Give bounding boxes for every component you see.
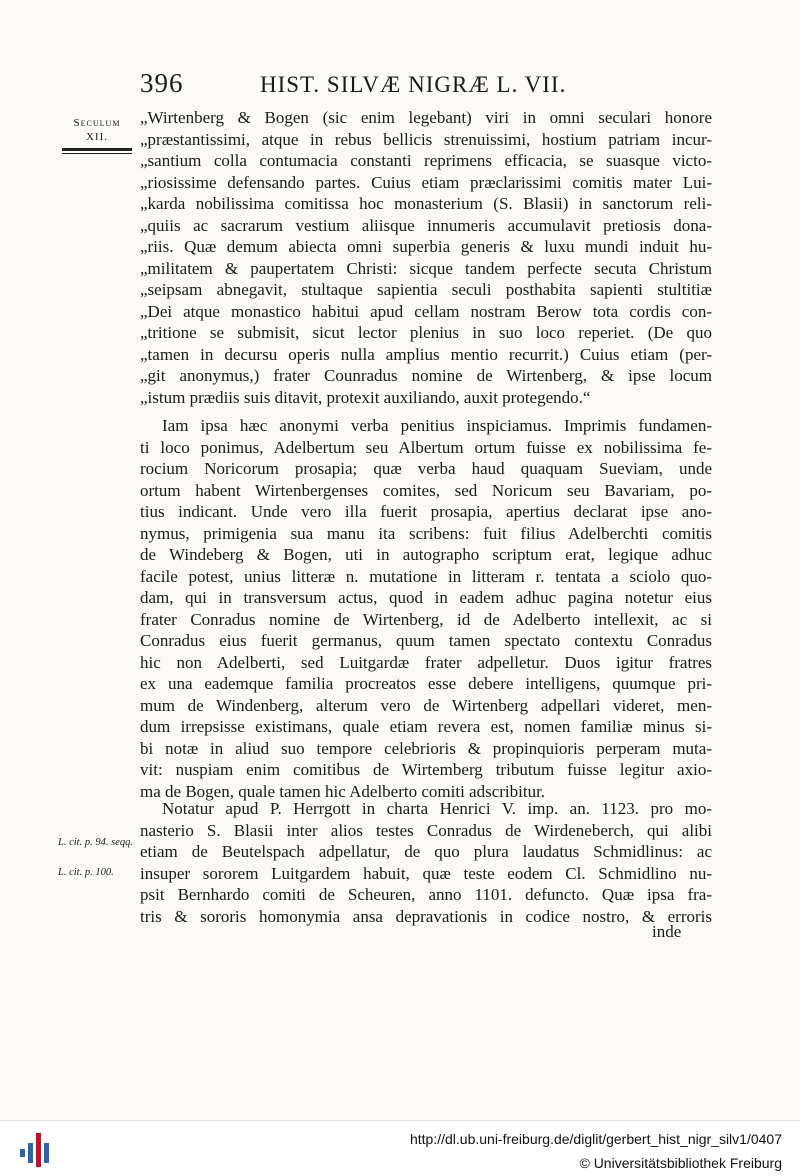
page-number: 396 (140, 68, 184, 98)
text-line: „tamen in decursu operis nulla amplius mentio recurrit.) Cuius etiam (per- (140, 344, 712, 364)
text-line: „seipsam abnegavit, stultaque sapientia seculi posthabita sapienti stultitiæ (140, 280, 712, 299)
text-line: „riis. Quæ demum abiecta omni superbia generis & luxu mundi induit hu- (140, 237, 712, 256)
text-line: ex una eademque familia procreatos esse debere intelligens, quumque pri- (140, 674, 712, 693)
century-number: XII. (85, 131, 109, 143)
margin-rule (62, 148, 132, 151)
text-line: „Wirtenberg & Bogen (sic enim legebant) viri in omni seculari honore (140, 108, 712, 127)
copyright-notice: © Universitätsbibliothek Freiburg (579, 1155, 782, 1171)
text-line: Iam ipsa hæc anonymi verba penitius inspiciamus. Imprimis fundamen- (162, 416, 712, 435)
text-line: „quiis ac sacrarum vestium aliisque innumeris accumulavit pretiosis dona- (140, 215, 712, 235)
text-line: psit Bernhardo comiti de Scheuren, anno 1101. defuncto. Quæ ipsa fra- (140, 885, 712, 904)
text-line: insuper sororem Luitgardem habuit, quæ teste eodem Cl. Schmidlino nu- (140, 863, 712, 883)
text-line: „karda nobilissima comitissa hoc monasterium (S. Blasii) in sanctorum reli- (140, 194, 712, 213)
text-line: mum de Windenberg, alterum vero de Wirtenberg adpellari videret, men- (140, 695, 712, 715)
text-line: Notatur apud P. Herrgott in charta Henrici V. imp. an. 1123. pro mo- (162, 799, 712, 818)
library-logo-icon (18, 1129, 52, 1171)
paragraph-herrgott (140, 798, 712, 927)
text-line: frater Conradus nomine de Wirtenberg, id de Adelberto intellexit, ac si (140, 609, 712, 629)
text-line: „istum prædiis suis ditavit, protexit auxiliando, auxit protegendo.“ (140, 387, 591, 407)
seculum-label: Seculum (73, 117, 121, 129)
source-url-link[interactable]: http://dl.ub.uni-freiburg.de/diglit/gerbert_hist_nigr_silv1/0407 (409, 1131, 782, 1147)
text-line: facile potest, unius litteræ n. mutatione in litteram r. tentata a sciolo quo- (140, 566, 712, 586)
text-line: bi notæ in aliud suo tempore celebrioris & propinquioris perperam muta- (140, 738, 712, 758)
text-line: de Windeberg & Bogen, uti in autographo scriptum erat, legique adhuc (140, 545, 712, 564)
text-line: „tritione se submisit, sicut lector plenius in suo loco reperiet. (De quo (140, 323, 712, 342)
margin-rule-thin (62, 153, 132, 154)
text-line: Conradus eius fuerit germanus, quum tamen spectato contextu Conradus (140, 631, 712, 650)
text-line: nymus, primigenia sua manu ita scribens: fuit filius Adelberchti comitis (140, 523, 712, 543)
margin-note-2: L. cit. p. 100. (58, 867, 114, 878)
text-line: etiam de Beutelspach adpellatur, de quo plura laudatus Schmidlinus: ac (140, 842, 712, 861)
text-line: tris & sororis homonymia ansa depravationis in codice nostro, & erroris (140, 906, 712, 926)
text-line: dam, qui in transversum actus, quod in eadem adhuc pagina notetur eius (140, 588, 712, 607)
text-line: nasterio S. Blasii inter alios testes Conradus de Wirdeneberch, qui alibi (140, 820, 712, 840)
text-line: tius indicant. Unde vero illa fuerit prosapia, apertius declarat ipse ano- (140, 502, 712, 521)
viewer-footer (0, 1120, 800, 1176)
text-line: ma de Bogen, quale tamen hic Adelberto comiti adscribitur. (140, 781, 546, 801)
catchword: inde (652, 922, 682, 941)
text-line: „Dei atque monastico habitui apud cellam nostram Berow tota cordis con- (140, 301, 712, 321)
paragraph-analysis (140, 415, 712, 802)
text-line: „riosissime defensando partes. Cuius etiam præclarissimi comitis mater Lui- (140, 172, 712, 192)
text-line: „militatem & paupertatem Christi: sicque tandem perfecte secuta Christum (140, 258, 712, 278)
text-line: „git anonymus,) frater Counradus nomine de Wirtenberg, & ipse locum (140, 366, 712, 385)
text-line: ti loco ponimus, Adelbertum seu Albertum ortum fuisse ex nobilissima fe- (140, 437, 712, 457)
page-header (140, 68, 700, 108)
paragraph-quotation (140, 107, 712, 408)
text-line: ortum habent Wirtenbergenses comites, sed Noricum seu Bavariam, po- (140, 480, 712, 500)
text-line: vit: nuspiam enim comitibus de Wirtemberg tributum fuisse legitur axio- (140, 760, 712, 779)
text-line: „præstantissimi, atque in rebus bellicis strenuissimi, hostium patriam incur- (140, 129, 712, 149)
text-line: rocium Noricorum prosapia; quæ verba haud quaquam Sueviam, unde (140, 459, 712, 478)
text-line: dum irrepsisse existimans, quale etiam revera est, nomen familiæ minus si- (140, 717, 712, 736)
margin-note-1: L. cit. p. 94. seqq. (58, 837, 133, 848)
running-title: HIST. SILVÆ NIGRÆ L. VII. (260, 72, 567, 97)
text-line: hic non Adelberti, sed Luitgardæ frater adpelletur. Duos igitur fratres (140, 652, 712, 672)
text-line: „santium colla contumacia constanti reprimens efficacia, se suasque victo- (140, 151, 712, 170)
margin-century-label (58, 116, 136, 154)
